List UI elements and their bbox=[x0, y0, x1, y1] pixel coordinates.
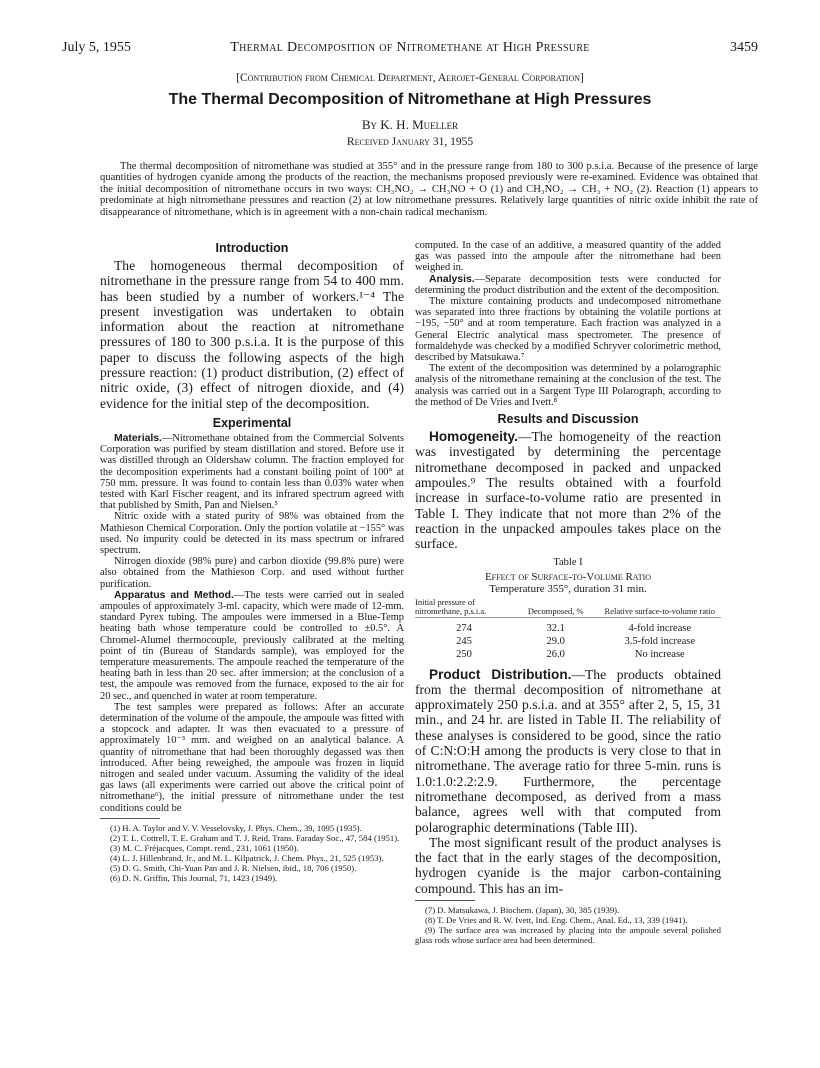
apparatus-paragraph: Apparatus and Method.—The tests were carried out in sealed ampoules of approximately 3-ml. capacity, which were made of 12-mm. standard Pyrex tubing. The ampoules were immersed in a Blue-Temp heating bath whose temperature could be controlled to ±0.5°. A Chromel-Alumel thermocouple, previously calibrated at the melting point of tin (Bureau of Standards sample), was employed for the temperature measurements. The ampoule reached the temperature of the heating bath in less than 20 sec. after immersion; at the conclusion of a test, the ampoule was removed from the furnace, exposed to the air for 20 sec., and quenched in water at room temperature. bbox=[100, 589, 404, 702]
product-distribution-run-in: Product Distribution. bbox=[429, 666, 572, 682]
computed-paragraph: computed. In the case of an additive, a measured quantity of the added gas was passed into the ampoule after the nitromethane had been weighed in. bbox=[415, 240, 721, 274]
homogeneity-paragraph: Homogeneity.—The homogeneity of the reaction was investigated by determining the percentage nitromethane decomposed in packed and unpacked ampoules.⁹ The results obtained with a fourfold increase in surface-to-volume ratio are presented in Table I. They indicate that not more than 2% of the reaction in the unpacked ampoules takes place on the surface. bbox=[415, 429, 721, 552]
materials-paragraph: Materials.—Nitromethane obtained from the Commercial Solvents Corporation was purified by steam distillation and stored. Before use it was distilled through an Oldershaw column. The fraction employed for the decomposition experiments had a constant boiling point of 100° at 750 mm. pressure. It was found to contain less than 0.03% water when tested with Karl Fischer reagent, and its infrared spectrum agreed with that published by Smith, Pan and Nielsen.⁵ bbox=[100, 432, 404, 512]
table-header-ratio: Relative surface-to-volume ratio bbox=[599, 598, 721, 618]
introduction-heading: Introduction bbox=[215, 241, 289, 255]
nitric-oxide-paragraph: Nitric oxide with a stated purity of 98% was obtained from the Mathieson Chemical Corporation. Only the portion volatile at −155° was used. No impurity could be detected in its mass spectrum or infrared spectrum. bbox=[100, 511, 404, 556]
footnote: (4) L. J. Hillenbrand, Jr., and M. L. Kilpatrick, J. Chem. Phys., 21, 525 (1953). bbox=[110, 852, 384, 863]
contribution-line: [Contribution from Chemical Department, Aerojet-General Corporation] bbox=[236, 72, 584, 84]
footnote: (6) D. N. Griffin, This Journal, 71, 1423 (1949). bbox=[110, 872, 278, 883]
author-line: By K. H. Mueller bbox=[361, 117, 459, 132]
analysis-run-in: Analysis. bbox=[429, 273, 475, 285]
footnote: (7) D. Matsukawa, J. Biochem. (Japan), 30, 385 (1939). bbox=[425, 904, 620, 915]
apparatus-run-in: Apparatus and Method. bbox=[114, 589, 234, 601]
left-column bbox=[100, 240, 404, 883]
footnote-rule bbox=[100, 818, 160, 819]
page-number: 3459 bbox=[730, 40, 758, 55]
materials-run-in: Materials. bbox=[114, 432, 162, 444]
table-label: Table I bbox=[553, 557, 583, 569]
introduction-paragraph: The homogeneous thermal decomposition of nitromethane in the pressure range from 54 to 400 mm. has been studied by a number of workers.¹⁻⁴ The present investigation was undertaken to obtain information about the reaction at nitromethane pressures of 180 to 300 p.s.i.a. It is the purpose of this paper to discuss the following aspects of the high pressure reaction: (1) product distribution, (2) effect of nitric oxide, (3) effect of nitrogen dioxide, and (4) evidence for the initial step of the decomposition. bbox=[100, 258, 404, 411]
experimental-heading: Experimental bbox=[212, 415, 292, 430]
table-row: 274 32.1 4-fold increase bbox=[456, 622, 692, 634]
product-distribution-paragraph: Product Distribution.—The products obtained from the thermal decomposition of nitromethane at approximately 250 p.s.i.a. and at 355° after 2, 5, 15, 31 min., and 24 hr. are listed in Table II. The reliability of these analyses is considered to be good, since the ratio of C:N:O:H among the products is very close to that in nitromethane. The average ratio for three 5-min. runs is 1.0:1.0:2.2:2.9. Furthermore, the percentage nitromethane decomposed, as derived from a mass balance, agrees well with that computed from polarographic determinations (Table III). bbox=[415, 666, 721, 835]
homogeneity-run-in: Homogeneity. bbox=[429, 429, 518, 445]
abstract: The thermal decomposition of nitromethane was studied at 355° and in the pressure range from 180 to 300 p.s.i.a. Because of the presence of large quantities of hydrogen cyanide among the products of the reaction, the mechanisms proposed previously were re-examined. Evidence was obtained that the initial decomposition of nitromethane occurs in two ways: CH₃NO₂ → CH₃NO + O (1) and CH₃NO₂ → CH₃ + NO₂ (2). Reaction (1) appears to predominate at high nitromethane pressures and reaction (2) at low nitromethane pressures. Relatively large quantities of nitric oxide inhibit the rate of disappearance of nitromethane, which is in agreement with a non-chain radical mechanism. bbox=[100, 161, 758, 218]
running-header bbox=[62, 40, 758, 60]
surface-volume-table bbox=[415, 598, 721, 661]
issue-date: July 5, 1955 bbox=[62, 40, 131, 55]
article-title: The Thermal Decomposition of Nitromethane at High Pressures bbox=[168, 91, 652, 108]
table-title: Effect of Surface-to-Volume Ratio bbox=[484, 570, 652, 583]
table-header-decomposed: Decomposed, % bbox=[513, 598, 599, 618]
running-title: Thermal Decomposition of Nitromethane at High Pressure bbox=[230, 40, 590, 55]
analysis-paragraph: Analysis.—Separate decomposition tests were conducted for determining the product distribution and the extent of the decomposition. bbox=[415, 273, 721, 296]
footnote: (9) The surface area was increased by placing into the ampoule several polished glass rods whose surface area had been determined. bbox=[415, 924, 721, 945]
table-header-pressure: Initial pressure of nitromethane, p.s.i.a. bbox=[415, 598, 513, 618]
samples-paragraph: The test samples were prepared as follows: After an accurate determination of the volume of the ampoule, the ampoule was fitted with a stopcock and adapter. It was then evacuated to a pressure of approximately 10⁻³ mm. and weighed on an analytical balance. A quantity of nitromethane that had been thoroughly degassed was then introduced. After being reweighed, the ampoule was frozen in liquid nitrogen and sealed under vacuum. Assuming the validity of the ideal gas laws (all experiments were carried out above the critical point of nitromethane⁶), the initial pressure of nitromethane under the test conditions could be bbox=[100, 701, 404, 814]
significant-result-paragraph: The most significant result of the product analyses is the fact that in the early stages of the decomposition, hydrogen cyanide is the major carbon-containing compound. This has an im- bbox=[415, 834, 721, 896]
received-date: Received January 31, 1955 bbox=[346, 136, 474, 148]
table-row: 250 26.0 No increase bbox=[456, 648, 685, 660]
footnote: (8) T. De Vries and R. W. Ivett, Ind. Eng. Chem., Anal. Ed., 13, 339 (1941). bbox=[425, 914, 688, 925]
footnote: (1) H. A. Taylor and V. V. Vesselovsky, J. Phys. Chem., 39, 1095 (1935). bbox=[110, 822, 362, 833]
footnote: (3) M. C. Fréjacques, Compt. rend., 231, 1061 (1950). bbox=[110, 842, 299, 853]
extent-paragraph: The extent of the decomposition was determined by a polarographic analysis of the nitromethane remaining at the conclusion of the test. The analysis was carried out in a Sargent Type III Polarograph, according to the method of De Vries and Ivett.⁸ bbox=[415, 363, 721, 408]
results-heading: Results and Discussion bbox=[497, 412, 639, 427]
nitrogen-dioxide-paragraph: Nitrogen dioxide (98% pure) and carbon dioxide (99.8% pure) were also obtained from the Mathieson Corp. and used without further purification. bbox=[100, 556, 404, 590]
footnote: (5) D. G. Smith, Chi-Yuan Pan and J. R. Nielsen, ibid., 18, 706 (1950). bbox=[110, 862, 357, 873]
table-row: 245 29.0 3.5-fold increase bbox=[456, 635, 696, 647]
footnote: (2) T. L. Cottrell, T. E. Graham and T. J. Reid, Trans. Faraday Soc., 47, 584 (1951). bbox=[110, 832, 400, 843]
table-subtitle: Temperature 355°, duration 31 min. bbox=[489, 582, 647, 595]
footnote-rule bbox=[415, 900, 475, 901]
right-column bbox=[415, 240, 721, 945]
mixture-paragraph: The mixture containing products and undecomposed nitromethane was separated into three fractions by obtaining the volatile portions at −195, −50° and at room temperature. Each fraction was analyzed in a General Electric analytical mass spectrometer. The presence of formaldehyde was checked by a modified Schryver colorimetric method, described by Matsukawa.⁷ bbox=[415, 296, 721, 364]
